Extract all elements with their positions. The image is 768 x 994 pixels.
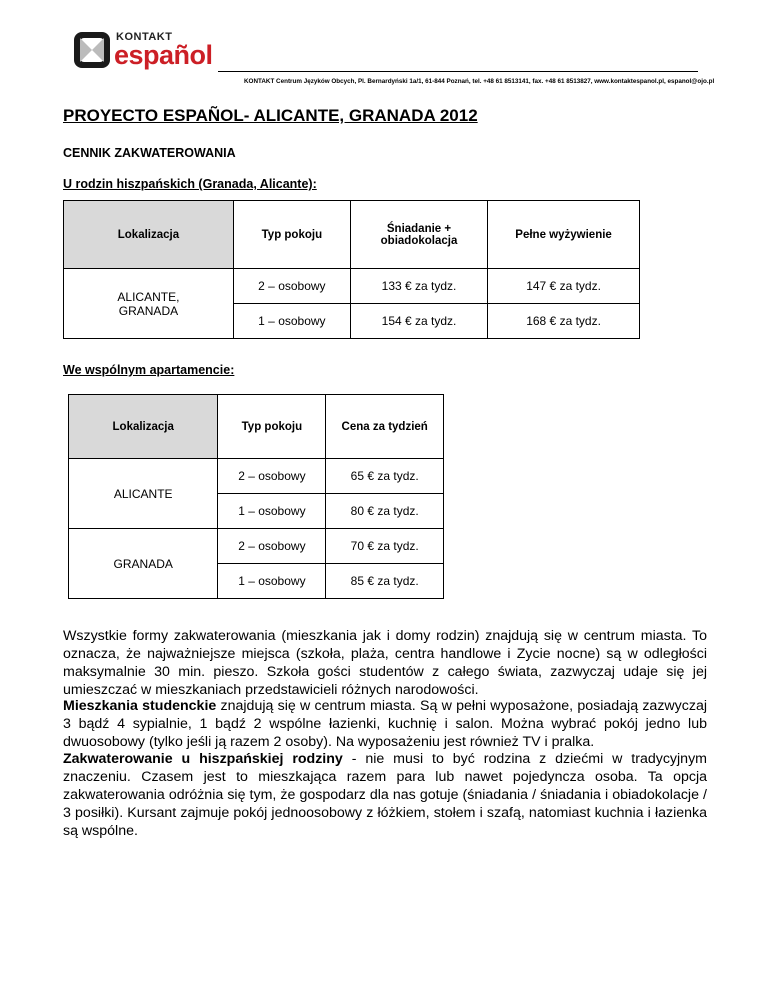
th-room-type: Typ pokoju xyxy=(218,395,326,459)
cell-room-type: 2 – osobowy xyxy=(233,269,350,304)
cell-room-type: 1 – osobowy xyxy=(218,494,326,529)
paragraph-intro: Wszystkie formy zakwaterowania (mieszkania jak i domy rodzin) znajdują się w centrum miasta. To oznacza, że najważniejsze miejsca (szkoła, plaża, centra handlowe i Zycie nocne) są w odległości maksymalnie 30 min. pieszo. Szkoła gości studentów z całego świata, zazwyczaj udaje się jej umieszczać w mieszkaniach przedstawicieli różnych narodowości. xyxy=(63,628,707,698)
cell-price: 168 € za tydz. xyxy=(488,304,640,339)
cell-location: ALICANTE, GRANADA xyxy=(64,269,234,339)
th-full-board: Pełne wyżywienie xyxy=(488,201,640,269)
logo-kontakt-text: KONTAKT xyxy=(116,31,173,43)
logo-mark-icon xyxy=(72,30,112,70)
contact-line: KONTAKT Centrum Języków Obcych, Pl. Bernardyński 1a/1, 61-844 Poznań, tel. +48 61 8513141, fax. +48 61 8513827, www.kontaktespanol.pl, espanol@ojo.pl xyxy=(244,78,715,85)
shared-apartment-table xyxy=(68,394,444,599)
cell-price: 70 € za tydz. xyxy=(326,529,444,564)
host-family-table xyxy=(63,200,640,339)
th-room-type: Typ pokoju xyxy=(233,201,350,269)
th-weekly-price: Cena za tydzień xyxy=(326,395,444,459)
paragraph-body: znajdują się w centrum miasta. Są w pełni wyposażone, posiadają zazwyczaj 3 bądź 4 sypialnie, 1 bądź 2 wspólne łazienki, kuchnię i salon. Można wybrać pokój jedno lub dwuosobowy (tylko jeśli ją razem 2 osoby). Na wyposażeniu jest również TV i pralka. xyxy=(63,698,707,750)
cell-location: GRANADA xyxy=(69,529,218,599)
price-list-subtitle: CENNIK ZAKWATEROWANIA xyxy=(63,146,236,160)
cell-room-type: 1 – osobowy xyxy=(218,564,326,599)
th-location: Lokalizacja xyxy=(64,201,234,269)
paragraph-bold-lead: Zakwaterowanie u hiszpańskiej rodziny xyxy=(63,751,343,767)
cell-price: 85 € za tydz. xyxy=(326,564,444,599)
logo-brand-text: español xyxy=(114,40,213,70)
cell-price: 147 € za tydz. xyxy=(488,269,640,304)
paragraph-bold-lead: Mieszkania studenckie xyxy=(63,698,217,714)
page-title: PROYECTO ESPAÑOL- ALICANTE, GRANADA 2012 xyxy=(63,106,478,125)
cell-room-type: 2 – osobowy xyxy=(218,459,326,494)
paragraph-body: - nie musi to być rodzina z dziećmi w tradycyjnym znaczeniu. Czasem jest to mieszkająca razem para lub nawet pojedyncza osoba. Ta opcja zakwaterowania odróżnia się tym, że gospodarz dla nas gotuje (śniadania / śniadania i obiadokolacje / 3 posiłki). Kursant zajmuje pokój jednoosobowy z łóżkiem, stołem i szafą, natomiast kuchnia i łazienka są wspólne. xyxy=(63,751,707,839)
logo xyxy=(72,30,222,75)
cell-room-type: 1 – osobowy xyxy=(233,304,350,339)
th-breakfast-dinner: Śniadanie + obiadokolacja xyxy=(350,201,487,269)
cell-price: 154 € za tydz. xyxy=(350,304,487,339)
section2-heading: We wspólnym apartamencie: xyxy=(63,363,235,377)
cell-location: ALICANTE xyxy=(69,459,218,529)
cell-room-type: 2 – osobowy xyxy=(218,529,326,564)
section1-heading: U rodzin hiszpańskich (Granada, Alicante): xyxy=(63,177,317,191)
cell-price: 65 € za tydz. xyxy=(326,459,444,494)
header-divider xyxy=(218,71,698,72)
paragraph-host-family xyxy=(63,750,707,840)
th-location: Lokalizacja xyxy=(69,395,218,459)
paragraph-student-apartments xyxy=(63,697,707,751)
cell-price: 80 € za tydz. xyxy=(326,494,444,529)
cell-price: 133 € za tydz. xyxy=(350,269,487,304)
